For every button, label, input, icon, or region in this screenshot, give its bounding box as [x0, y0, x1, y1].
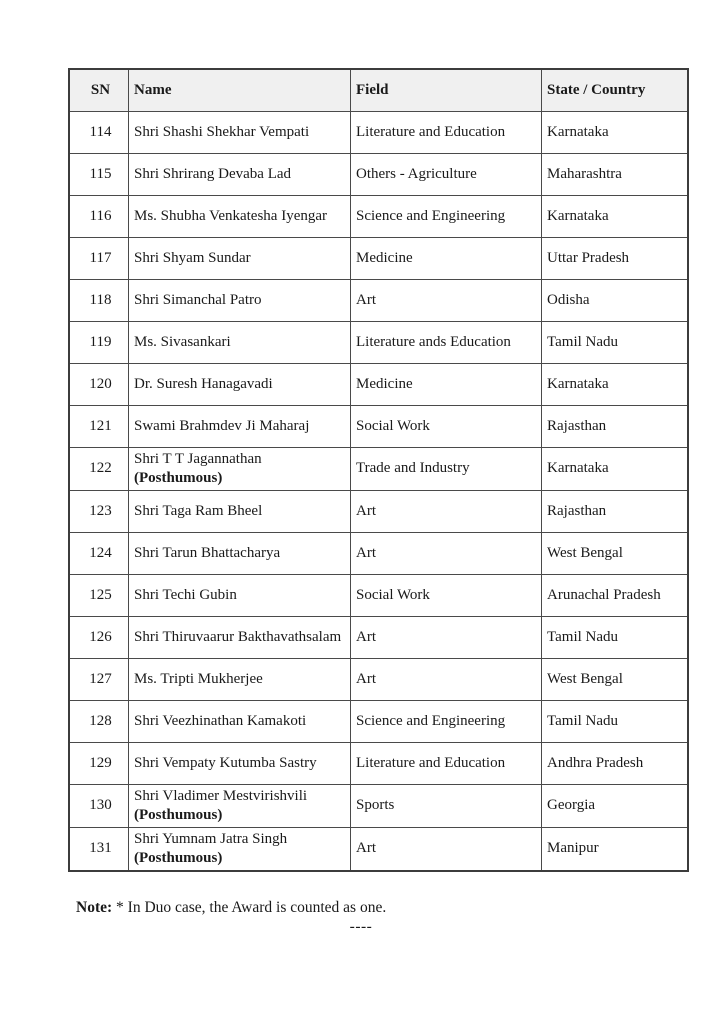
cell-sn: 125	[69, 574, 129, 616]
cell-name	[129, 195, 351, 237]
end-of-document-dashes: ----	[349, 918, 373, 935]
cell-name	[129, 321, 351, 363]
table-row	[69, 405, 688, 447]
cell-field: Art	[351, 490, 542, 532]
cell-state: West Bengal	[542, 532, 689, 574]
awardee-name: Shri Shashi Shekhar Vempati	[134, 123, 310, 140]
cell-field: Medicine	[351, 237, 542, 279]
table-row	[69, 574, 688, 616]
table-header	[69, 69, 688, 111]
cell-sn: 116	[69, 195, 129, 237]
cell-sn: 126	[69, 616, 129, 658]
cell-state: Georgia	[542, 784, 689, 827]
cell-field: Social Work	[351, 405, 542, 447]
cell-name	[129, 363, 351, 405]
cell-field: Science and Engineering	[351, 195, 542, 237]
cell-name	[129, 700, 351, 742]
cell-field: Art	[351, 532, 542, 574]
cell-field: Literature and Education	[351, 742, 542, 784]
note-label: Note:	[76, 899, 113, 916]
awardee-name: Shri Simanchal Patro	[134, 291, 262, 308]
cell-state: Karnataka	[542, 195, 689, 237]
cell-sn: 131	[69, 827, 129, 871]
header-row	[69, 69, 688, 111]
table-row	[69, 700, 688, 742]
table-row	[69, 827, 688, 871]
cell-state: Tamil Nadu	[542, 321, 689, 363]
awardee-name: Shri Vladimer Mestvirishvili	[134, 787, 308, 804]
table-row	[69, 237, 688, 279]
cell-sn: 122	[69, 447, 129, 490]
cell-name	[129, 405, 351, 447]
awardee-name: Shri Shyam Sundar	[134, 249, 251, 266]
awardee-name: Shri Taga Ram Bheel	[134, 502, 263, 519]
cell-sn: 128	[69, 700, 129, 742]
table-row	[69, 321, 688, 363]
table-row	[69, 111, 688, 153]
cell-sn: 118	[69, 279, 129, 321]
table-row	[69, 195, 688, 237]
cell-state: Tamil Nadu	[542, 700, 689, 742]
awardee-name: Shri Veezhinathan Kamakoti	[134, 712, 307, 729]
cell-sn: 120	[69, 363, 129, 405]
awardee-name: Shri T T Jagannathan	[134, 450, 262, 467]
awardee-name: Ms. Tripti Mukherjee	[134, 670, 263, 687]
cell-state: Karnataka	[542, 447, 689, 490]
cell-state: Andhra Pradesh	[542, 742, 689, 784]
header-cell-field: Field	[351, 69, 542, 111]
cell-sn: 123	[69, 490, 129, 532]
table-body	[69, 111, 688, 871]
cell-sn: 114	[69, 111, 129, 153]
awardee-name: Shri Tarun Bhattacharya	[134, 544, 281, 561]
cell-field: Literature ands Education	[351, 321, 542, 363]
cell-sn: 130	[69, 784, 129, 827]
posthumous-label: (Posthumous)	[134, 469, 223, 486]
cell-field: Social Work	[351, 574, 542, 616]
awardee-name: Shri Yumnam Jatra Singh	[134, 830, 288, 847]
header-cell-name: Name	[129, 69, 351, 111]
cell-state: West Bengal	[542, 658, 689, 700]
cell-field: Science and Engineering	[351, 700, 542, 742]
awardee-name: Ms. Sivasankari	[134, 333, 231, 350]
cell-sn: 119	[69, 321, 129, 363]
cell-name	[129, 153, 351, 195]
cell-name	[129, 784, 351, 827]
cell-name	[129, 827, 351, 871]
cell-state: Rajasthan	[542, 490, 689, 532]
table-row	[69, 279, 688, 321]
awardee-name: Shri Shrirang Devaba Lad	[134, 165, 292, 182]
cell-name	[129, 490, 351, 532]
awardee-name: Swami Brahmdev Ji Maharaj	[134, 417, 310, 434]
table-row	[69, 742, 688, 784]
cell-sn: 127	[69, 658, 129, 700]
cell-state: Uttar Pradesh	[542, 237, 689, 279]
header-cell-sn: SN	[69, 69, 129, 111]
header-cell-state: State / Country	[542, 69, 689, 111]
table-row	[69, 532, 688, 574]
cell-field: Art	[351, 279, 542, 321]
cell-state: Maharashtra	[542, 153, 689, 195]
cell-sn: 129	[69, 742, 129, 784]
table-row	[69, 616, 688, 658]
cell-name	[129, 447, 351, 490]
table-row	[69, 447, 688, 490]
cell-name	[129, 742, 351, 784]
table-row	[69, 363, 688, 405]
note	[76, 898, 386, 917]
awardee-name: Ms. Shubha Venkatesha Iyengar	[134, 207, 328, 224]
awardee-name: Shri Vempaty Kutumba Sastry	[134, 754, 317, 771]
awardee-name: Shri Thiruvaarur Bakthavathsalam	[134, 628, 342, 645]
cell-sn: 121	[69, 405, 129, 447]
cell-state: Tamil Nadu	[542, 616, 689, 658]
awards-table	[68, 68, 689, 872]
cell-field: Art	[351, 827, 542, 871]
cell-state: Arunachal Pradesh	[542, 574, 689, 616]
cell-name	[129, 574, 351, 616]
table-row	[69, 784, 688, 827]
cell-state: Manipur	[542, 827, 689, 871]
cell-state: Odisha	[542, 279, 689, 321]
cell-state: Karnataka	[542, 111, 689, 153]
awardee-name: Shri Techi Gubin	[134, 586, 237, 603]
posthumous-label: (Posthumous)	[134, 806, 223, 823]
table-row	[69, 153, 688, 195]
cell-name	[129, 111, 351, 153]
cell-field: Others - Agriculture	[351, 153, 542, 195]
cell-field: Art	[351, 616, 542, 658]
cell-field: Literature and Education	[351, 111, 542, 153]
cell-state: Karnataka	[542, 363, 689, 405]
cell-name	[129, 616, 351, 658]
cell-sn: 115	[69, 153, 129, 195]
note-text: * In Duo case, the Award is counted as one.	[112, 899, 387, 916]
table-row	[69, 658, 688, 700]
awardee-name: Dr. Suresh Hanagavadi	[134, 375, 273, 392]
cell-name	[129, 237, 351, 279]
cell-field: Sports	[351, 784, 542, 827]
table-row	[69, 490, 688, 532]
cell-state: Rajasthan	[542, 405, 689, 447]
cell-sn: 124	[69, 532, 129, 574]
cell-sn: 117	[69, 237, 129, 279]
cell-field: Trade and Industry	[351, 447, 542, 490]
cell-name	[129, 532, 351, 574]
cell-field: Medicine	[351, 363, 542, 405]
cell-name	[129, 658, 351, 700]
cell-name	[129, 279, 351, 321]
cell-field: Art	[351, 658, 542, 700]
posthumous-label: (Posthumous)	[134, 849, 223, 866]
